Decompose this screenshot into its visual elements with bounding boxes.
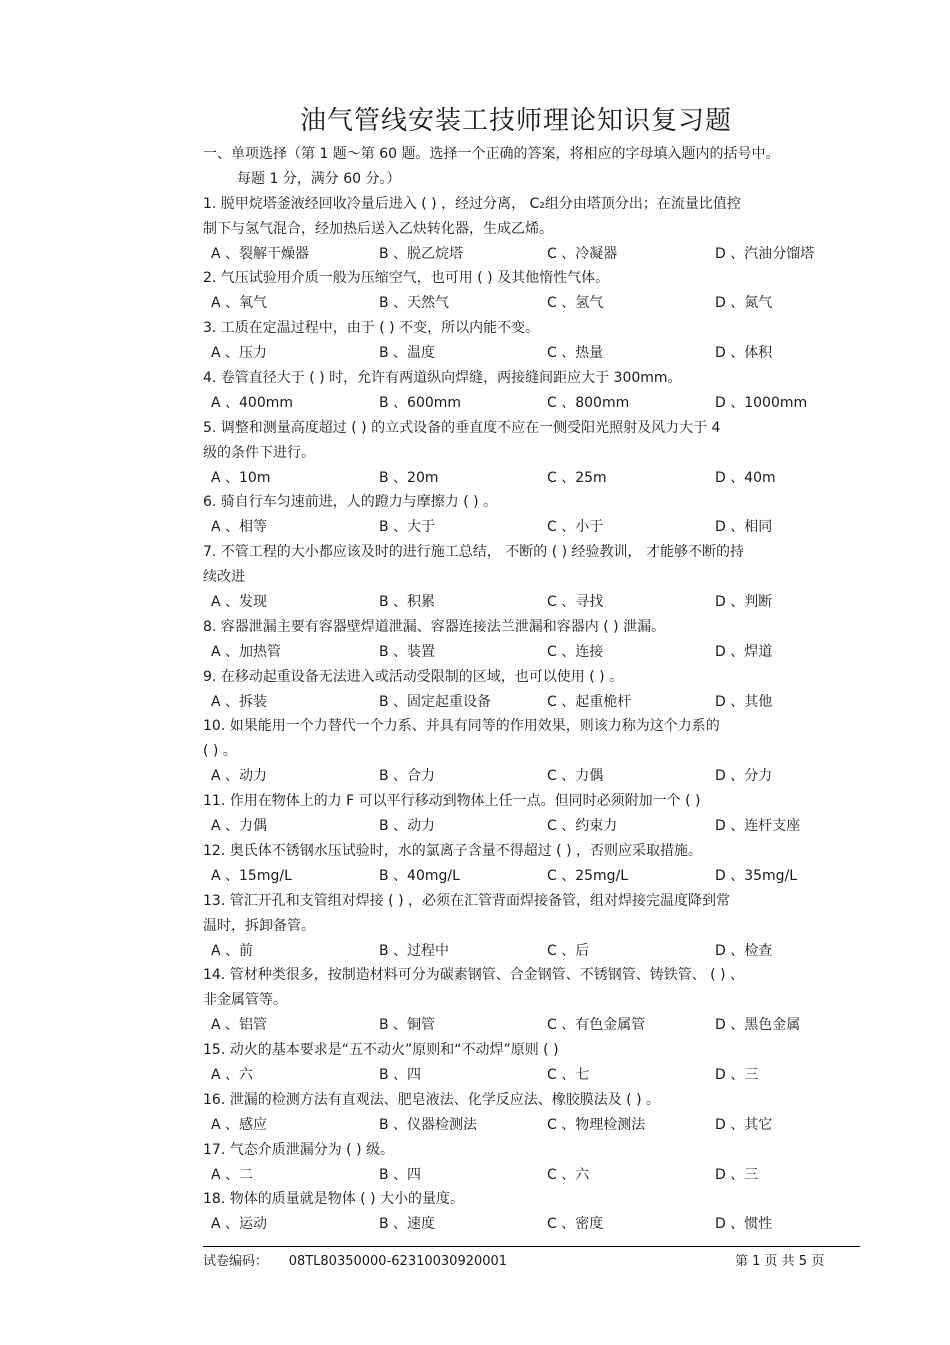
footer-code-label: 试卷编码： bbox=[203, 1254, 269, 1269]
answer-option-a: A 、加热管 bbox=[211, 643, 282, 660]
answer-options bbox=[203, 242, 868, 267]
question-text-line: 温时，拆卸备管。 bbox=[203, 917, 315, 934]
answer-option-a: A 、15mg/L bbox=[211, 867, 292, 884]
answer-option-a: A 、裂解干燥器 bbox=[211, 245, 310, 262]
question-text-line: 9. 在移动起重设备无法进入或活动受限制的区域，也可以使用 ( ) 。 bbox=[203, 668, 624, 685]
answer-option-c: C 、寻找 bbox=[547, 594, 604, 611]
answer-option-d: D 、惯性 bbox=[715, 1216, 773, 1233]
answer-option-c: C 、小于 bbox=[547, 519, 604, 536]
question-text-line: 10. 如果能用一个力替代一个力系、并具有同等的作用效果，则该力称为这个力系的 bbox=[203, 718, 720, 735]
answer-option-d: D 、焊道 bbox=[715, 643, 773, 660]
answer-option-c: C 、氢气 bbox=[547, 295, 604, 312]
answer-option-d: D 、三 bbox=[715, 1166, 759, 1183]
answer-option-c: C 、约束力 bbox=[547, 818, 618, 835]
question-text-line: 18. 物体的质量就是物体 ( ) 大小的量度。 bbox=[203, 1191, 464, 1208]
answer-option-d: D 、40m bbox=[715, 469, 776, 486]
answer-option-d: D 、相同 bbox=[715, 519, 773, 536]
question-text-line: 16. 泄漏的检测方法有直观法、肥皂液法、化学反应法、橡胶膜法及 ( ) 。 bbox=[203, 1091, 660, 1108]
answer-option-b: B 、装置 bbox=[379, 643, 436, 660]
question-text-line: 17. 气态介质泄漏分为 ( ) 级。 bbox=[203, 1141, 394, 1158]
question-text-line: 12. 奥氏体不锈钢水压试验时，水的氯离子含量不得超过 ( ) ，否则应采取措施。 bbox=[203, 842, 702, 859]
answer-option-d: D 、1000mm bbox=[715, 394, 808, 411]
question-text-line: 制下与氢气混合，经加热后送入乙炔转化器，生成乙烯。 bbox=[203, 220, 553, 237]
answer-option-a: A 、二 bbox=[211, 1166, 254, 1183]
answer-option-a: A 、动力 bbox=[211, 768, 268, 785]
answer-option-b: B 、固定起重设备 bbox=[379, 693, 492, 710]
answer-option-d: D 、检查 bbox=[715, 942, 773, 959]
question-text-line: 2. 气压试验用介质一般为压缩空气，也可用 ( ) 及其他惰性气体。 bbox=[203, 270, 610, 287]
answer-options bbox=[203, 341, 868, 366]
answer-option-c: C 、800mm bbox=[547, 394, 630, 411]
answer-option-b: B 、脱乙烷塔 bbox=[379, 245, 464, 262]
answer-options bbox=[203, 640, 868, 665]
answer-option-b: B 、合力 bbox=[379, 768, 436, 785]
answer-option-b: B 、20m bbox=[379, 469, 439, 486]
answer-option-a: A 、前 bbox=[211, 942, 254, 959]
answer-options bbox=[203, 1113, 868, 1138]
answer-option-c: C 、25mg/L bbox=[547, 867, 629, 884]
question-text-line: 3. 工质在定温过程中，由于 ( ) 不变，所以内能不变。 bbox=[203, 320, 540, 337]
question-text-line: ( ) 。 bbox=[203, 743, 237, 760]
answer-option-d: D 、其它 bbox=[715, 1116, 773, 1133]
answer-options bbox=[203, 814, 868, 839]
answer-option-c: C 、连接 bbox=[547, 643, 604, 660]
question-text-line: 7. 不管工程的大小都应该及时的进行施工总结， 不断的 ( ) 经验教训， 才能够不断的持 bbox=[203, 544, 744, 561]
answer-option-d: D 、连杆支座 bbox=[715, 818, 801, 835]
answer-option-b: B 、40mg/L bbox=[379, 867, 460, 884]
footer-code-value: 08TL80350000-62310030920001 bbox=[288, 1254, 508, 1269]
answer-option-d: D 、汽油分馏塔 bbox=[715, 245, 815, 262]
answer-option-b: B 、四 bbox=[379, 1166, 422, 1183]
answer-option-c: C 、25m bbox=[547, 469, 607, 486]
answer-option-b: B 、大于 bbox=[379, 519, 436, 536]
answer-option-d: D 、判断 bbox=[715, 594, 773, 611]
question-text-line: 15. 动火的基本要求是“五不动火”原则和“不动焊”原则 ( ) bbox=[203, 1042, 559, 1059]
answer-option-d: D 、三 bbox=[715, 1066, 759, 1083]
answer-options bbox=[203, 590, 868, 615]
answer-option-b: B 、过程中 bbox=[379, 942, 450, 959]
question-text-line: 14. 管材种类很多，按制造材料可分为碳素钢管、合金钢管、不锈钢管、铸铁管、 ( ) 、 bbox=[203, 967, 744, 984]
footer-paper-code bbox=[203, 1250, 507, 1269]
answer-option-a: A 、压力 bbox=[211, 345, 268, 362]
question-text-line: 4. 卷管直径大于 ( ) 时，允许有两道纵向焊缝，两接缝间距应大于 300mm。 bbox=[203, 370, 682, 387]
answer-options bbox=[203, 1013, 868, 1038]
answer-options bbox=[203, 1212, 868, 1237]
answer-option-a: A 、铝管 bbox=[211, 1017, 268, 1034]
answer-option-a: A 、拆装 bbox=[211, 693, 268, 710]
footer-divider bbox=[203, 1246, 860, 1247]
answer-option-b: B 、动力 bbox=[379, 818, 436, 835]
answer-option-a: A 、氧气 bbox=[211, 295, 268, 312]
answer-option-a: A 、400mm bbox=[211, 394, 294, 411]
question-text-line: 13. 管汇开孔和支管组对焊接 ( ) ，必须在汇管背面焊接备管，组对焊接完温度降到常 bbox=[203, 892, 730, 909]
question-text-line: 11. 作用在物体上的力 F 可以平行移动到物体上任一点。但同时必须附加一个 ( ) bbox=[203, 793, 701, 810]
answer-option-d: D 、其他 bbox=[715, 693, 773, 710]
answer-options bbox=[203, 690, 868, 715]
answer-option-b: B 、速度 bbox=[379, 1216, 436, 1233]
answer-option-c: C 、冷凝器 bbox=[547, 245, 618, 262]
answer-options bbox=[203, 1163, 868, 1188]
answer-option-b: B 、600mm bbox=[379, 394, 462, 411]
section-heading-scoring: 每题 1 分，满分 60 分。） bbox=[237, 170, 401, 187]
answer-options bbox=[203, 466, 868, 491]
answer-option-c: C 、起重桅杆 bbox=[547, 693, 632, 710]
answer-option-a: A 、力偶 bbox=[211, 818, 268, 835]
question-text-line: 8. 容器泄漏主要有容器壁焊道泄漏、容器连接法兰泄漏和容器内 ( ) 泄漏。 bbox=[203, 618, 666, 635]
question-text-line: 续改进 bbox=[203, 569, 245, 586]
answer-option-b: B 、仪器检测法 bbox=[379, 1116, 478, 1133]
answer-options bbox=[203, 764, 868, 789]
answer-option-d: D 、氮气 bbox=[715, 295, 773, 312]
answer-options bbox=[203, 939, 868, 964]
answer-option-c: C 、物理检测法 bbox=[547, 1116, 646, 1133]
answer-options bbox=[203, 291, 868, 316]
question-text-line: 5. 调整和测量高度超过 ( ) 的立式设备的垂直度不应在一侧受阳光照射及风力大于 4 bbox=[203, 419, 721, 436]
answer-option-b: B 、铜管 bbox=[379, 1017, 436, 1034]
answer-option-a: A 、发现 bbox=[211, 594, 268, 611]
answer-option-b: B 、四 bbox=[379, 1066, 422, 1083]
answer-option-c: C 、七 bbox=[547, 1066, 590, 1083]
section-heading: 一、单项选择（第 1 题～第 60 题。选择一个正确的答案，将相应的字母填入题内的括号中。 bbox=[203, 146, 780, 162]
answer-option-b: B 、积累 bbox=[379, 594, 436, 611]
answer-options bbox=[203, 1063, 868, 1088]
answer-options bbox=[203, 391, 868, 416]
answer-option-c: C 、有色金属管 bbox=[547, 1017, 646, 1034]
document-title: 油气管线安装工技师理论知识复习题 bbox=[299, 106, 732, 136]
answer-option-c: C 、六 bbox=[547, 1166, 590, 1183]
answer-option-d: D 、分力 bbox=[715, 768, 773, 785]
answer-option-c: C 、热量 bbox=[547, 345, 604, 362]
question-text-line: 1. 脱甲烷塔釜液经回收冷量后进入 ( ) ，经过分离， C₂组分由塔顶分出；在流量比值控 bbox=[203, 195, 741, 212]
answer-option-c: C 、后 bbox=[547, 942, 590, 959]
answer-option-c: C 、密度 bbox=[547, 1216, 604, 1233]
question-text-line: 非金属管等。 bbox=[203, 992, 287, 1009]
answer-option-d: D 、35mg/L bbox=[715, 867, 798, 884]
footer-page-info: 第 1 页 共 5 页 bbox=[735, 1254, 825, 1269]
answer-option-d: D 、黑色金属 bbox=[715, 1017, 801, 1034]
answer-option-b: B 、温度 bbox=[379, 345, 436, 362]
question-text-line: 级的条件下进行。 bbox=[203, 444, 315, 461]
answer-option-a: A 、运动 bbox=[211, 1216, 268, 1233]
answer-option-c: C 、力偶 bbox=[547, 768, 604, 785]
answer-option-a: A 、10m bbox=[211, 469, 271, 486]
answer-option-a: A 、感应 bbox=[211, 1116, 268, 1133]
answer-option-a: A 、相等 bbox=[211, 519, 268, 536]
answer-options bbox=[203, 515, 868, 540]
answer-option-a: A 、六 bbox=[211, 1066, 254, 1083]
answer-option-d: D 、体积 bbox=[715, 345, 773, 362]
question-list bbox=[203, 142, 868, 1237]
answer-option-b: B 、天然气 bbox=[379, 295, 450, 312]
answer-options bbox=[203, 864, 868, 889]
question-text-line: 6. 骑自行车匀速前进，人的蹬力与摩擦力 ( ) 。 bbox=[203, 494, 498, 511]
